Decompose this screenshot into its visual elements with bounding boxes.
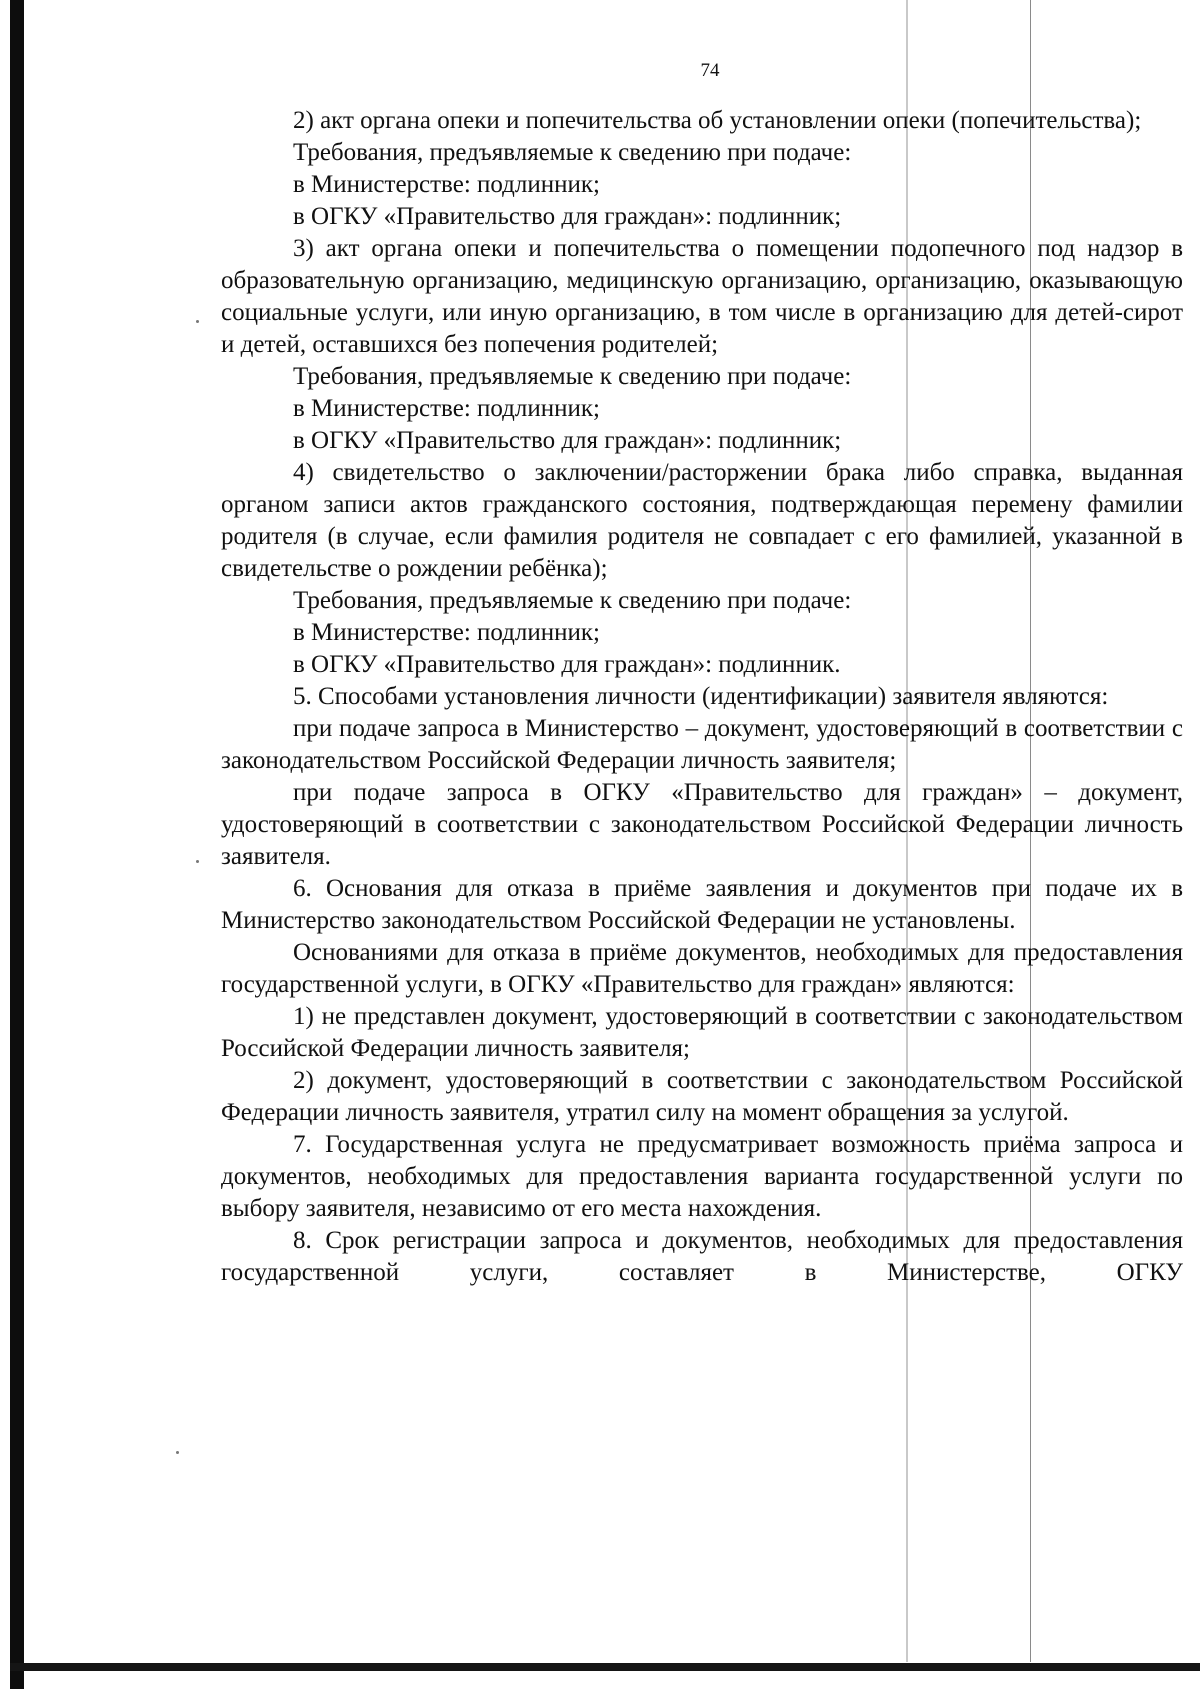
paragraph: при подаче запроса в ОГКУ «Правительство для граждан» – документ, удостоверяющий в соответствии с законодательством Российской Федерации личность заявителя. xyxy=(221,779,1183,870)
page-number: 74 xyxy=(700,60,720,81)
scan-speck xyxy=(196,320,199,323)
paragraph: 2) документ, удостоверяющий в соответствии с законодательством Российской Федерации личность заявителя, утратил силу на момент обращения за услугой. xyxy=(221,1067,1183,1126)
paragraph: 2) акт органа опеки и попечительства об установлении опеки (попечительства); xyxy=(293,107,1142,134)
paragraph: Основаниями для отказа в приёме документов, необходимых для предоставления государственной услуги, в ОГКУ «Правительство для граждан» являются: xyxy=(221,939,1183,998)
paragraph: 6. Основания для отказа в приёме заявления и документов при подаче их в Министерство законодательством Российской Федерации не установлены. xyxy=(221,875,1183,934)
paragraph: 7. Государственная услуга не предусматривает возможность приёма запроса и документов, необходимых для предоставления варианта государственной услуги по выбору заявителя, независимо от его места нахождения. xyxy=(221,1131,1183,1222)
paragraph: в ОГКУ «Правительство для граждан»: подлинник; xyxy=(293,427,842,454)
scan-speck xyxy=(176,1451,179,1454)
paragraph: в Министерстве: подлинник; xyxy=(293,619,600,646)
paragraph: 1) не представлен документ, удостоверяющий в соответствии с законодательством Российской Федерации личность заявителя; xyxy=(221,1003,1183,1062)
scan-speck xyxy=(196,860,199,863)
paragraph: при подаче запроса в Министерство – документ, удостоверяющий в соответствии с законодательством Российской Федерации личность заявителя; xyxy=(221,715,1183,774)
paragraph: Требования, предъявляемые к сведению при подаче: xyxy=(293,139,852,166)
paragraph: Требования, предъявляемые к сведению при подаче: xyxy=(293,363,852,390)
paragraph: Требования, предъявляемые к сведению при подаче: xyxy=(293,587,852,614)
scan-border-left xyxy=(10,0,24,1689)
paragraph: в Министерстве: подлинник; xyxy=(293,395,600,422)
paragraph: 8. Срок регистрации запроса и документов, необходимых для предоставления государственной услуги, составляет в Министерстве, ОГКУ xyxy=(221,1227,1183,1286)
paragraph: в ОГКУ «Правительство для граждан»: подлинник. xyxy=(293,651,841,678)
paragraph: в ОГКУ «Правительство для граждан»: подлинник; xyxy=(293,203,842,230)
paragraph: в Министерстве: подлинник; xyxy=(293,171,600,198)
paragraph: 4) свидетельство о заключении/расторжении брака либо справка, выданная органом записи актов гражданского состояния, подтверждающая перемену фамилии родителя (в случае, если фамилия родителя не совпадает с его фамилией, указанной в свидетельстве о рождении ребёнка); xyxy=(221,459,1183,582)
paragraph: 5. Способами установления личности (идентификации) заявителя являются: xyxy=(293,683,1109,710)
scan-border-bottom xyxy=(10,1663,1200,1671)
document-body xyxy=(221,105,1183,1289)
paragraph: 3) акт органа опеки и попечительства о помещении подопечного под надзор в образовательную организацию, медицинскую организацию, организацию, оказывающую социальные услуги, или иную организацию, в том числе в организацию для детей-сирот и детей, оставшихся без попечения родителей; xyxy=(221,235,1183,358)
